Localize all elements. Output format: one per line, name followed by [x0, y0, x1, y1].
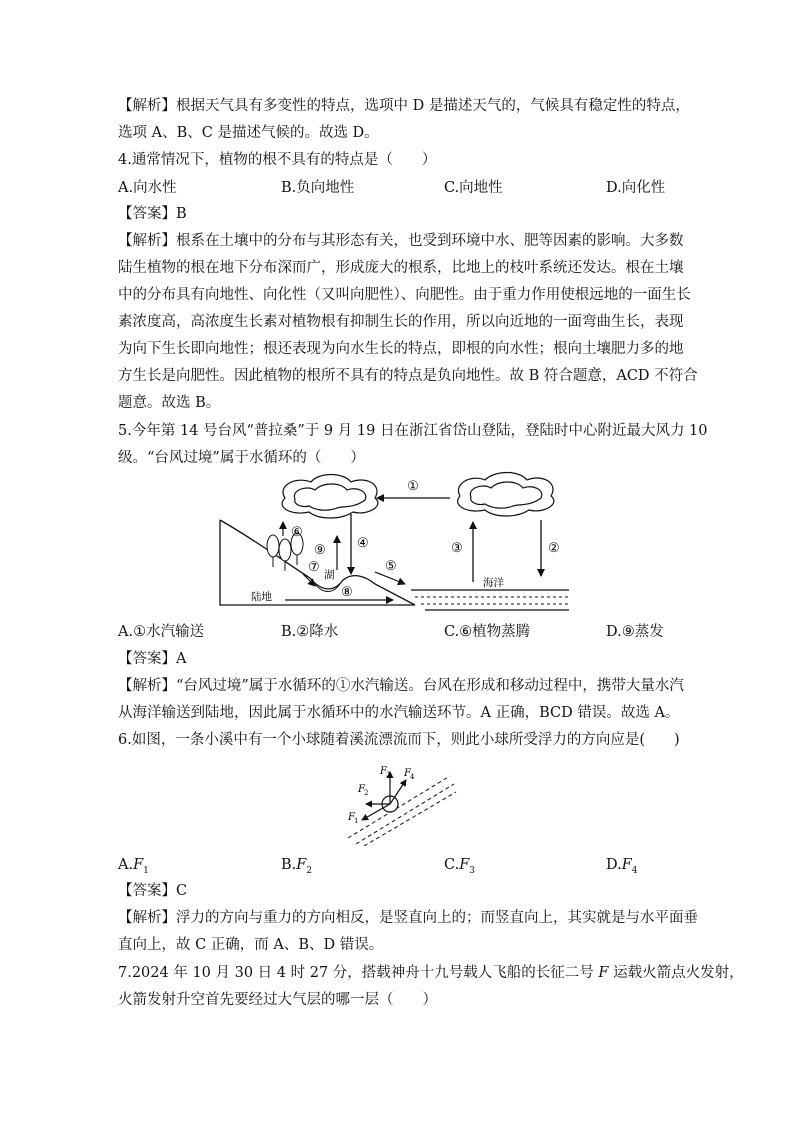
- q6-option-d-f: F: [621, 857, 632, 873]
- q6-stem: 6.如图，一条小溪中有一个小球随着溪流漂流而下，则此小球所受浮力的方向应是( ): [118, 732, 680, 748]
- label-3: ③: [451, 541, 463, 556]
- q4-stem: 4.通常情况下，植物的根不具有的特点是（ ）: [118, 152, 437, 168]
- q5-stem-line-1: 5.今年第 14 号台风“普拉桑”于 9 月 19 日在浙江省岱山登陆，登陆时中心附近最大风力 10: [118, 423, 708, 439]
- q4-option-d: D.向化性: [606, 180, 666, 196]
- q6-analysis-line-2: 直向上，故 C 正确，而 A、B、D 错误。: [118, 937, 384, 953]
- q4-option-a: A.向水性: [118, 180, 177, 196]
- label-7: ⑦: [308, 560, 320, 575]
- q6-option-c: [444, 855, 475, 881]
- q7-stem-f: F: [598, 965, 609, 981]
- label-2: ②: [548, 541, 560, 556]
- q6-option-c-letter: C.: [444, 857, 460, 873]
- q5-stem-line-2: 级。“台风过境”属于水循环的（ ）: [118, 450, 365, 466]
- label-4: ④: [357, 536, 369, 551]
- lake-label: 湖: [324, 569, 335, 581]
- q6-options: [118, 855, 678, 875]
- q6-option-d-sub: 4: [631, 865, 638, 876]
- q5-answer: 【答案】A: [118, 651, 187, 667]
- land-label: 陆地: [251, 591, 272, 603]
- q5-options: [118, 622, 678, 642]
- q4-option-c: C.向地性: [444, 180, 503, 196]
- q6-analysis-line-1: 【解析】浮力的方向与重力的方向相反，是竖直向上的；而竖直向上，其实就是与水平面垂: [118, 910, 698, 926]
- q6-option-b-letter: B.: [281, 857, 297, 873]
- q6-option-a-f: F: [133, 857, 144, 873]
- q6-option-b-sub: 2: [306, 865, 313, 876]
- q6-option-b: [281, 855, 312, 881]
- q4-option-b: B.负向地性: [281, 180, 355, 196]
- force-f1-sub: 1: [354, 817, 359, 825]
- force-f2-label: F: [358, 784, 365, 795]
- q7-stem-line-1: [118, 963, 744, 983]
- q6-option-d: [606, 855, 638, 881]
- label-6: ⑥: [291, 525, 303, 540]
- q5-option-a: A.①水汽输送: [118, 624, 205, 640]
- cloud-right: [458, 473, 554, 517]
- q4-analysis-line-4: 素浓度高，高浓度生长素对植物根有抑制生长的作用，所以向近地的一面弯曲生长，表现: [118, 314, 684, 330]
- q6-answer: 【答案】C: [118, 883, 188, 899]
- q5-analysis-line-1: 【解析】“台风过境”属于水循环的①水汽输送。台风在形成和移动过程中，携带大量水汽: [118, 678, 684, 694]
- q4-analysis-line-1: 【解析】根系在土壤中的分布与其形态有关，也受到环境中水、肥等因素的影响。大多数: [118, 233, 684, 249]
- force-f2-sub: 2: [364, 789, 369, 797]
- ocean-label: 海洋: [483, 577, 504, 589]
- label-8: ⑧: [341, 585, 353, 600]
- q4-analysis-line-3: 中的分布具有向地性、向化性（又叫向肥性）、向肥性。由于重力作用使根远地的一面生长: [118, 287, 691, 303]
- q4-analysis-line-2: 陆生植物的根在地下分布深而广，形成庞大的根系，比地上的枝叶系统还发达。根在土壤: [118, 260, 684, 276]
- q5-analysis-line-2: 从海洋输送到陆地，因此属于水循环中的水汽输送环节。A 正确，BCD 错误。故选 A。: [118, 705, 680, 721]
- q7-stem-line-2: 火箭发射升空首先要经过大气层的哪一层（ ）: [118, 992, 437, 1008]
- q5-option-d: D.⑨蒸发: [606, 624, 664, 640]
- q6-option-d-letter: D.: [606, 857, 622, 873]
- q4-options: [118, 178, 678, 198]
- force-f1-label: F: [348, 812, 355, 823]
- q5-option-c: C.⑥植物蒸腾: [444, 624, 531, 640]
- q6-option-a-sub: 1: [143, 865, 149, 876]
- arrow-7: [303, 574, 315, 586]
- q3-analysis-line-1: 【解析】根据天气具有多变性的特点，选项中 D 是描述天气的，气候具有稳定性的特点，: [118, 98, 690, 114]
- q4-analysis-line-7: 题意。故选 B。: [118, 395, 221, 411]
- q6-option-a-letter: A.: [118, 857, 134, 873]
- q3-analysis-line-2: 选项 A、B、C 是描述气候的。故选 D。: [118, 125, 379, 141]
- q7-stem-part-1: 7.2024 年 10 月 30 日 4 时 27 分，搭载神舟十九号载人飞船的长征二号: [118, 965, 599, 981]
- water-cycle-diagram: [215, 470, 580, 618]
- q4-analysis-line-5: 为向下生长即向地性；根还表现为向水生长的特点，即根的向水性；根向土壤肥力多的地: [118, 341, 684, 357]
- floating-ball-diagram: [338, 758, 458, 846]
- q6-option-c-f: F: [459, 857, 470, 873]
- force-f4-arrow: [390, 780, 406, 804]
- lake: [315, 584, 340, 592]
- force-f3-label: F: [380, 766, 387, 777]
- q6-option-b-f: F: [296, 857, 307, 873]
- force-f1-arrow: [362, 804, 390, 820]
- q7-stem-part-2: 运载火箭点火发射，: [608, 965, 744, 981]
- label-5: ⑤: [385, 559, 397, 574]
- stream-line-2: [356, 784, 454, 844]
- q4-answer: 【答案】B: [118, 206, 187, 222]
- q6-option-a: [118, 855, 149, 881]
- cloud-left: [282, 475, 378, 519]
- label-1: ①: [407, 479, 419, 494]
- q6-option-c-sub: 3: [469, 865, 475, 876]
- q5-option-b: B.②降水: [281, 624, 339, 640]
- force-f4-sub: 4: [410, 773, 415, 781]
- force-f3-sub: 3: [386, 771, 391, 779]
- q4-analysis-line-6: 方生长是向肥性。因此植物的根所不具有的特点是负向地性。故 B 符合题意，ACD 不符合: [118, 368, 698, 384]
- label-9: ⑨: [314, 543, 326, 558]
- force-f4-label: F: [404, 768, 411, 779]
